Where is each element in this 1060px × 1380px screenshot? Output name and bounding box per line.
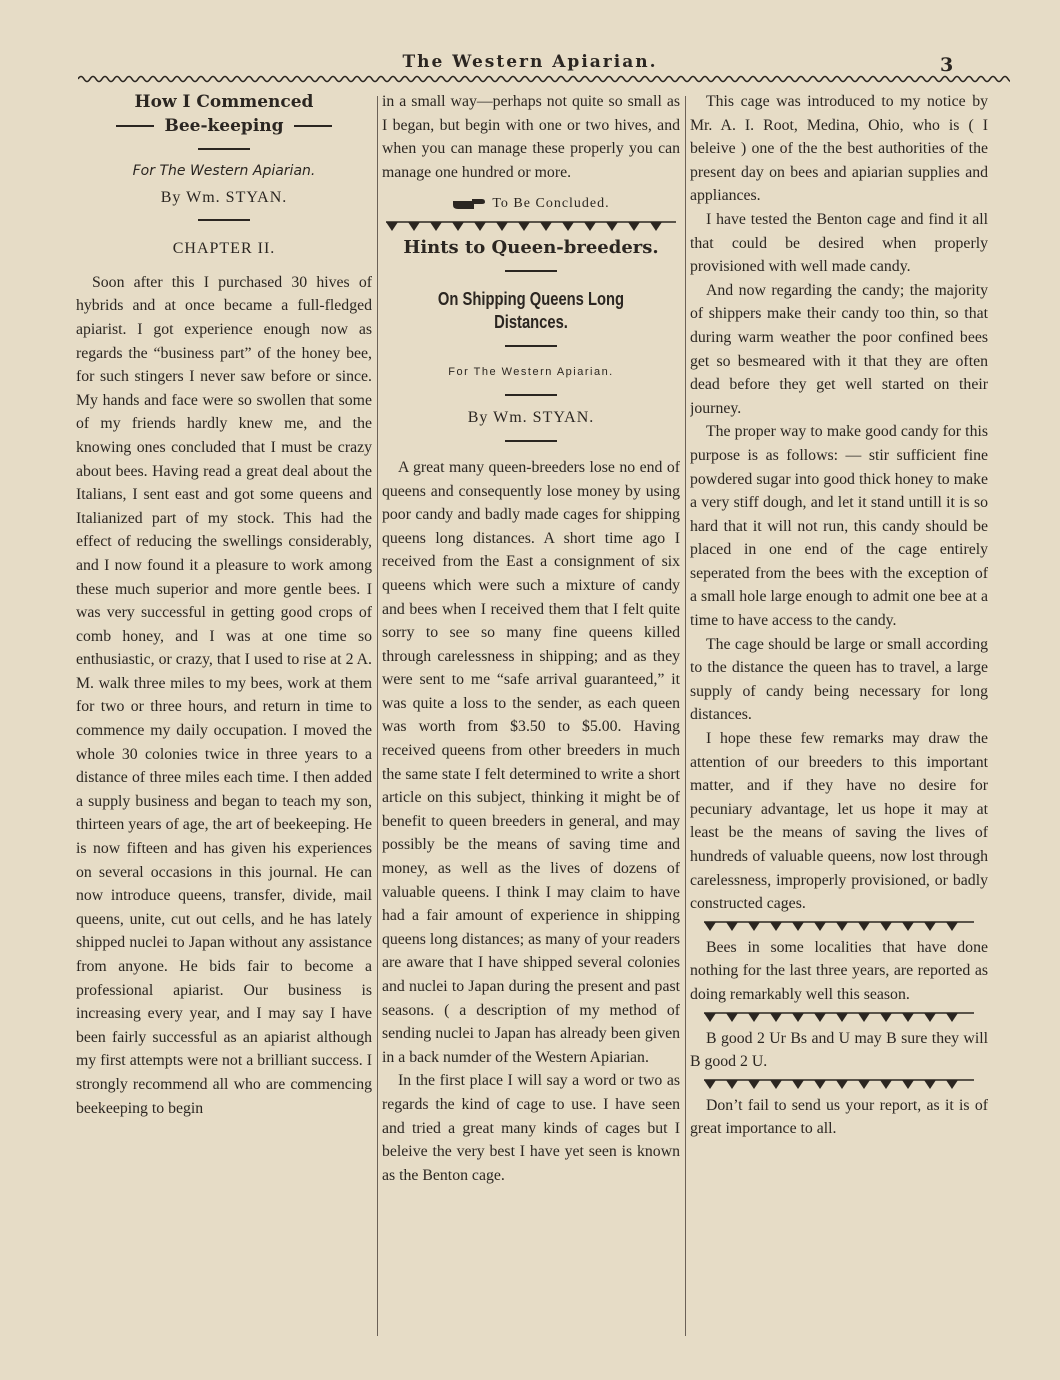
column-divider <box>685 96 686 1336</box>
ornament-triangle <box>704 1013 716 1022</box>
ornament-triangle <box>606 222 618 231</box>
ornament-triangle <box>836 922 848 931</box>
ornament-triangle <box>562 222 574 231</box>
article-subtitle: On Shipping Queens Long Distances. <box>437 288 625 333</box>
article-title: Hints to Queen-breeders. <box>403 236 659 258</box>
article-paragraph: I have tested the Benton cage and find it all that could be desired when properly provisioned with well made candy. <box>690 210 988 276</box>
ornament-triangle <box>902 1013 914 1022</box>
section-rule <box>198 148 250 150</box>
column-divider <box>377 96 378 1336</box>
ornament-triangle <box>748 1013 760 1022</box>
ornament-triangle <box>836 1080 848 1089</box>
ornament-triangle <box>902 1080 914 1089</box>
article-title-line2 <box>76 114 372 138</box>
title-dash <box>116 125 154 127</box>
title-dash <box>294 125 332 127</box>
ornament-triangle <box>792 922 804 931</box>
article-paragraph: The proper way to make good candy for this purpose is as follows: — stir sufficient fine powdered sugar into good thick honey to make a very stiff dough, and let it stand untill it is so hard that it will not run, this candy should be placed in one end of the cage entirely seperated from the bees with the exception of a small hole large enough to admit one bee at a time to have access to the candy. <box>690 423 988 630</box>
ornament-triangle <box>946 1013 958 1022</box>
section-rule <box>505 394 557 396</box>
ornament-triangle <box>386 222 398 231</box>
byline: By Wm. STYAN. <box>160 188 288 206</box>
column-right <box>690 90 988 1330</box>
chapter-heading: CHAPTER II. <box>172 240 276 258</box>
article-paragraph: This cage was introduced to my notice by Mr. A. I. Root, Medina, Ohio, who is ( I beleive ) one of the the best authorities of the present day on bees and apiarian supplies and appliances. <box>690 93 988 205</box>
ornament-triangle <box>902 922 914 931</box>
ornament-triangle <box>858 1080 870 1089</box>
article-continuation: in a small way—perhaps not quite so small as I began, but begin with one or two hives, and when you can manage these properly you can manage one hundred or more. <box>382 93 680 181</box>
article-title-line1: How I Commenced <box>134 92 314 112</box>
ornament-triangle <box>650 222 662 231</box>
ornament-triangle <box>726 1080 738 1089</box>
article-paragraph: A great many queen-breeders lose no end of queens and consequently lose money by using poor candy and badly made cages for shipping queens long distances. A short time ago I received from the East a consignment of six queens which were such a mixture of candy and bees when I received them that I felt quite sorry to see so many fine queens killed through carelessness in shipping; and as they were sent to me “safe arrival guaranteed,” it was quite a loss to the sender, as each queen was worth from $3.50 to $5.00. Having received queens from other breeders in much the same state I felt determined to write a short article on this subject, thinking it might be of benefit to queen breeders in general, and may possibly be the means of saving time and money, as well as the lives of dozens of valuable queens. I think I may claim to have had a fair amount of experience in shipping queens long distances; as many of your readers are aware that I have shipped several colonies and nuclei to Japan during the present and past seasons. ( a description of my method of sending nuclei to Japan has already been given in a back numder of the Western Apiarian. <box>382 458 680 1066</box>
for-line: For The Western Apiarian. <box>448 365 614 378</box>
ornament-triangle <box>474 222 486 231</box>
ornament-triangle <box>704 1080 716 1089</box>
triangle-ornament-rule <box>704 1078 974 1090</box>
ornament-triangle <box>858 922 870 931</box>
article-paragraph: In the first place I will say a word or two as regards the kind of cage to use. I have seen and tried a great many kinds of cages but I beleive the very best I have yet seen is known as the Benton cage. <box>382 1072 680 1184</box>
article-paragraph: Soon after this I purchased 30 hives of hybrids and at once became a full-fledged apiarist. I got experience enough now as regards the “business part” of the honey bee, for such stingers I never saw before or since. My hands and face were so swollen that some of my friends hardly knew me, and the knowing ones concluded that I must be crazy about bees. Having read a great deal about the Italians, I sent east and got some queens and Italianized part of my stock. This had the effect of reducing the swellings considerably, and I now found it a pleasure to work among these much superior and more gentle bees. I was very successful in getting good crops of comb honey, and I was at one time so enthusiastic, or crazy, that I used to rise at 2 A. M. walk three miles to my bees, work at them for two or three hours, and return in time to commence my daily occupation. I moved the whole 30 colonies twice in three years to a distance of three miles each time. I then added a supply business and began to teach my son, thirteen years of age, the art of beekeeping. He is now fifteen and has given his experiences on several occasions in this journal. He can now introduce queens, transfer, divide, mail queens, unite, cut out cells, and he has lately shipped nuclei to Japan without any assistance from anyone. He bids fair to become a professional apiarist. Our business is increasing every year, and I may say I have been fairly successful as an apiarist although my first attempts were not a brilliant success. I strongly recommend all who are commencing beekeeping to begin <box>76 273 372 1117</box>
ornament-triangle <box>770 922 782 931</box>
article-title-text: Bee-keeping <box>164 116 284 136</box>
to-be-concluded <box>382 192 680 216</box>
ornament-triangle <box>880 1080 892 1089</box>
ornament-triangle <box>748 1080 760 1089</box>
ornament-triangle <box>924 1080 936 1089</box>
for-line: For The Western Apiarian. <box>132 163 316 179</box>
ornament-triangle <box>704 922 716 931</box>
section-rule <box>198 219 250 221</box>
ornament-triangle <box>946 922 958 931</box>
to-be-concluded-label: To Be Concluded. <box>492 196 610 212</box>
section-rule <box>505 270 557 272</box>
ornament-triangle <box>880 1013 892 1022</box>
article-paragraph: The cage should be large or small according to the distance the queen has to travel, a large supply of candy being necessary for long distances. <box>690 635 988 724</box>
ornament-triangle <box>814 1013 826 1022</box>
pointing-hand-icon <box>452 197 486 211</box>
ornament-triangle <box>496 222 508 231</box>
ornament-triangle <box>880 922 892 931</box>
ornament-triangle <box>858 1013 870 1022</box>
ornament-triangle <box>540 222 552 231</box>
ornament-triangle <box>770 1013 782 1022</box>
section-rule <box>505 440 557 442</box>
ornament-triangle <box>726 922 738 931</box>
ornament-triangle <box>518 222 530 231</box>
ornament-triangle <box>408 222 420 231</box>
ornament-triangle <box>770 1080 782 1089</box>
column-middle <box>382 90 680 1330</box>
news-note: Bees in some localities that have done nothing for the last three years, are reported as doing remarkably well this season. <box>690 938 988 1003</box>
ornament-triangle <box>792 1013 804 1022</box>
running-title: The Western Apiarian. <box>402 52 658 72</box>
ornament-triangle <box>748 922 760 931</box>
ornament-triangle <box>628 222 640 231</box>
news-note: Don’t fail to send us your report, as it is of great importance to all. <box>690 1096 988 1138</box>
article-paragraph: I hope these few remarks may draw the attention of our breeders to this important matter, and if they have no desire for pecuniary advantage, let us hope it may at least be the means of saving the lives of hundreds of valuable queens, now lost through carelessness, improperly provisioned, or badly constructed cages. <box>690 730 988 913</box>
ornament-triangle <box>814 1080 826 1089</box>
article-paragraph: And now regarding the candy; the majority of shippers make their candy too thin, so that during warm weather the poor confined bees get so besmeared with it that they are often dead before they get well started on their journey. <box>690 281 988 417</box>
ornament-triangle <box>452 222 464 231</box>
ornament-triangle <box>814 922 826 931</box>
triangle-ornament-rule <box>386 220 676 232</box>
wavy-header-rule <box>78 73 1010 85</box>
triangle-ornament-rule <box>704 920 974 932</box>
news-note: B good 2 Ur Bs and U may B sure they will B good 2 U. <box>690 1029 988 1071</box>
ornament-triangle <box>946 1080 958 1089</box>
ornament-triangle <box>584 222 596 231</box>
ornament-triangle <box>726 1013 738 1022</box>
ornament-triangle <box>792 1080 804 1089</box>
ornament-triangle <box>836 1013 848 1022</box>
page-number: 3 <box>940 54 954 76</box>
ornament-triangle <box>924 922 936 931</box>
byline: By Wm. STYAN. <box>467 409 595 427</box>
triangle-ornament-rule <box>704 1011 974 1023</box>
column-left <box>76 90 372 1330</box>
section-rule <box>505 345 557 347</box>
ornament-triangle <box>924 1013 936 1022</box>
ornament-triangle <box>430 222 442 231</box>
